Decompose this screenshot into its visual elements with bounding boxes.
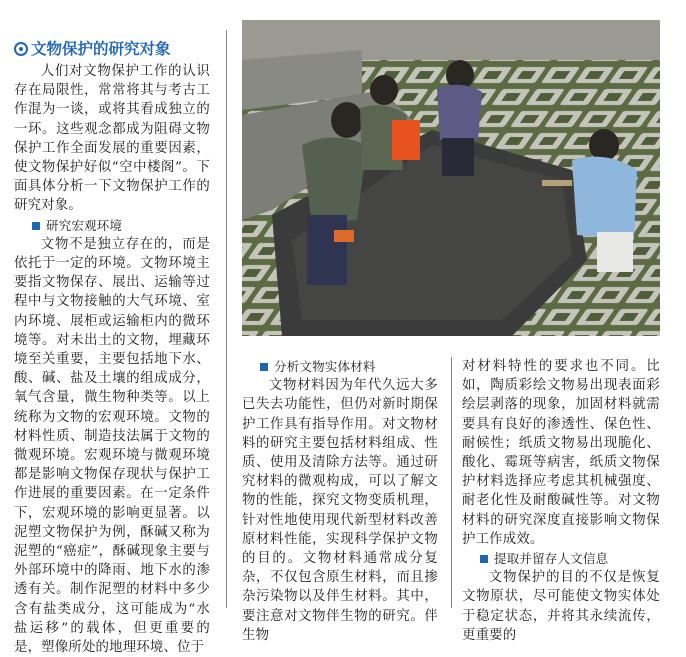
column-divider [226,30,227,608]
square-bullet-icon [260,363,268,371]
bullet-circle-icon [14,42,28,56]
article-photo [242,20,660,336]
subheading-text: 提取并留存人文信息 [494,551,609,567]
section-title: 文物保护的研究对象 [31,40,171,58]
subheading-text: 分析文物实体材料 [274,359,376,374]
paragraph: 文物材料因为年代久远大多已失去功能性，但仍对新时期保护工作具有指导作用。对文物材料的研究主要包括材料组成、性质、使用及清除方法等。通过研究材料的微观构成，可以了解文物的性能，探究文物变质机理，针对性地使用现代新型材料改善原材料性能，实现科学保护文物的目的。文物材料通常成分复杂，不仅包含原生材料，而且掺杂污染物以及伴生材料。其中，要注意对文物伴生物的研究。伴生物 [242,378,438,643]
subheading-text: 研究宏观环境 [46,217,123,233]
text-column-1 [14,62,210,657]
paragraph: 对材料特性的要求也不同。比如，陶质彩绘文物易出现表面彩绘层剥落的现象，加固材料就需要具有良好的渗透性、保色性、耐候性；纸质文物易出现脆化、酸化、霉斑等病害，纸质文物保护材料选择应考虑其机械强度、耐老化性及耐酸碱性等。对文物材料的研究深度直接影响文物保护工作成效。 [462,359,660,547]
paragraph: 文物保护的目的不仅是恢复文物原状，尽可能使文物实体处于稳定状态，并将其永续流传，更重要的 [462,570,660,643]
column-divider [451,357,452,608]
paragraph: 人们对文物保护工作的认识存在局限性，常常将其与考古工作混为一谈，或将其看成独立的一环。这些观念都成为阻碍文物保护工作全面发展的重要因素，使文物保护好似“空中楼阁”。下面具体分析一下文物保护工作的研究对象。 [14,64,210,214]
subheading [462,549,660,568]
text-column-2 [242,357,438,645]
subheading [14,216,210,235]
square-bullet-icon [32,222,40,230]
section-heading [14,37,171,59]
square-bullet-icon [480,555,488,563]
paragraph: 文物不是独立存在的，而是依托于一定的环境。文物环境主要指文物保存、展出、运输等过程中与文物接触的大气环境、室内环境、展柜或运输柜内的微环境等。对未出土的文物，埋藏环境至关重要，主要包括地下水、酸、碱、盐及土壤的组成成分，氧气含量，微生物种类等。以上统称为文物的宏观环境。文物的材料性质、制造技法属于文物的微观环境。宏观环境与微观环境都是影响文物保存现状与保护工作进展的重要因素。在一定条件下，宏观环境的影响更显著。以泥塑文物保护为例，酥碱又称为泥塑的“癌症”，酥碱现象主要与外部环境中的降雨、地下水的渗透有关。制作泥塑的材料中多少含有盐类成分，这可能成为“水盐运移”的载体，但更重要的是，塑像所处的地理环境、位于 [14,236,210,656]
subheading [242,357,438,376]
text-column-3 [462,357,660,645]
